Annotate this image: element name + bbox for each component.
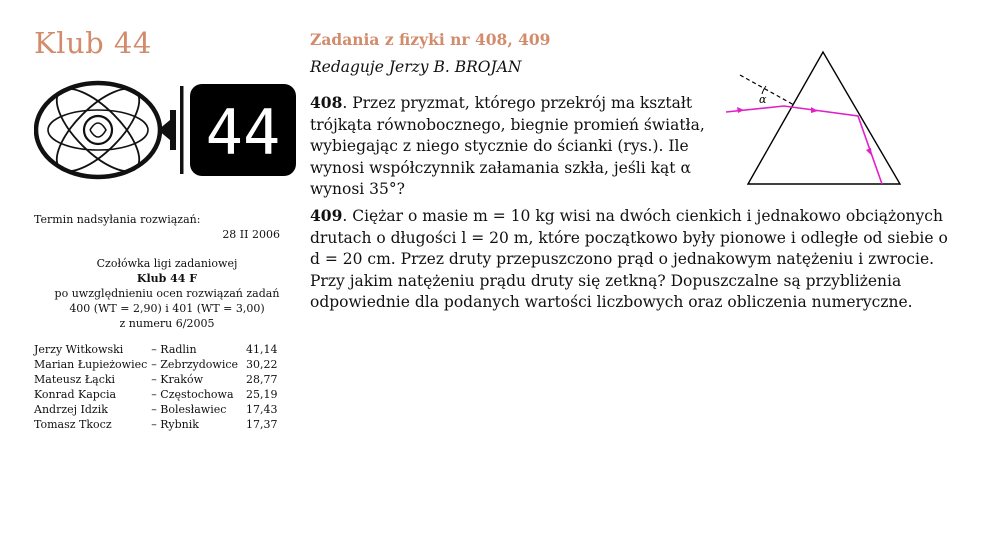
task-408 [310,92,710,201]
league-block [34,256,300,331]
ranking-score: 25,19 [246,388,278,401]
ranking-score: 28,77 [246,373,278,386]
ranking-score: 17,43 [246,403,278,416]
league-name: Klub 44 F [136,272,198,285]
task-text: . Przez pryzmat, którego przekrój ma kształt trójkąta równobocznego, biegnie promień światła, wybiegając z niego stycznie do ścianki (rys.). Ile wynosi współczynnik załamania szkła, jeśli kąt α wynosi 35°? [310,94,705,198]
ranking-name: Andrzej Idzik [34,403,108,416]
plug-icon [158,86,184,174]
table-row [34,357,278,372]
prism-triangle [748,52,900,184]
league-tasks: 400 (WT = 2,90) i 401 (WT = 3,00) [69,302,265,315]
ranking-city: – Częstochowa [151,388,234,401]
ranking-name: Tomasz Tkocz [34,418,112,431]
angle-label: α [759,93,767,106]
ranking-name: Mateusz Łącki [34,373,116,386]
ranking-name: Konrad Kapcia [34,388,117,401]
ranking-city: – Radlin [151,343,197,356]
task-409 [310,205,950,314]
page-title: Zadania z fizyki nr 408, 409 [310,30,551,49]
ranking-score: 41,14 [246,343,278,356]
display-number: 44 [205,96,281,169]
klub-logo [34,80,298,180]
ranking-city: – Zebrzydowice [151,358,239,371]
table-row [34,417,278,432]
ranking-score: 17,37 [246,418,278,431]
editor-line: Redaguje Jerzy B. BROJAN [310,58,522,76]
table-row [34,387,278,402]
league-issue: z numeru 6/2005 [119,317,215,330]
task-text: . Ciężar o masie m = 10 kg wisi na dwóch cienkich i jednakowo obciążonych drutach o długości l = 20 m, które początkowo były pionowe i odległe od siebie o d = 20 cm. Przez druty przepuszczono prąd o jednakowym natężeniu i zwrocie. Przy jakim natężeniu prądu druty się zetkną? Dopuszczalne są przybliżenia odpowiednie dla podanych wartości liczbowych oraz obliczenia numeryczne. [310,207,948,311]
klub-title: Klub 44 [34,26,152,60]
task-number: 409 [310,206,343,225]
deadline-date: 28 II 2006 [222,228,280,241]
digital-display [190,84,296,176]
ranking-name: Jerzy Witkowski [34,343,124,356]
table-row [34,402,278,417]
ranking-city: – Bolesławiec [151,403,227,416]
normal-line [740,75,794,105]
ranking-city: – Rybnik [151,418,199,431]
league-subcaption: po uwzględnieniu ocen rozwiązań zadań [54,287,280,300]
light-ray [726,106,882,184]
ranking-city: – Kraków [151,373,204,386]
league-caption: Czołówka ligi zadaniowej [96,257,238,270]
atom-icon [36,80,160,180]
prism-figure [726,48,906,190]
ranking-table [34,342,278,432]
ray-arrow [737,107,744,113]
ranking-name: Marian Łupieżowiec [34,358,148,371]
deadline-block [34,212,280,242]
ranking-score: 30,22 [246,358,278,371]
task-number: 408 [310,93,343,112]
ray-arrow [866,148,872,156]
deadline-label: Termin nadsyłania rozwiązań: [34,213,201,226]
table-row [34,372,278,387]
table-row [34,342,278,357]
